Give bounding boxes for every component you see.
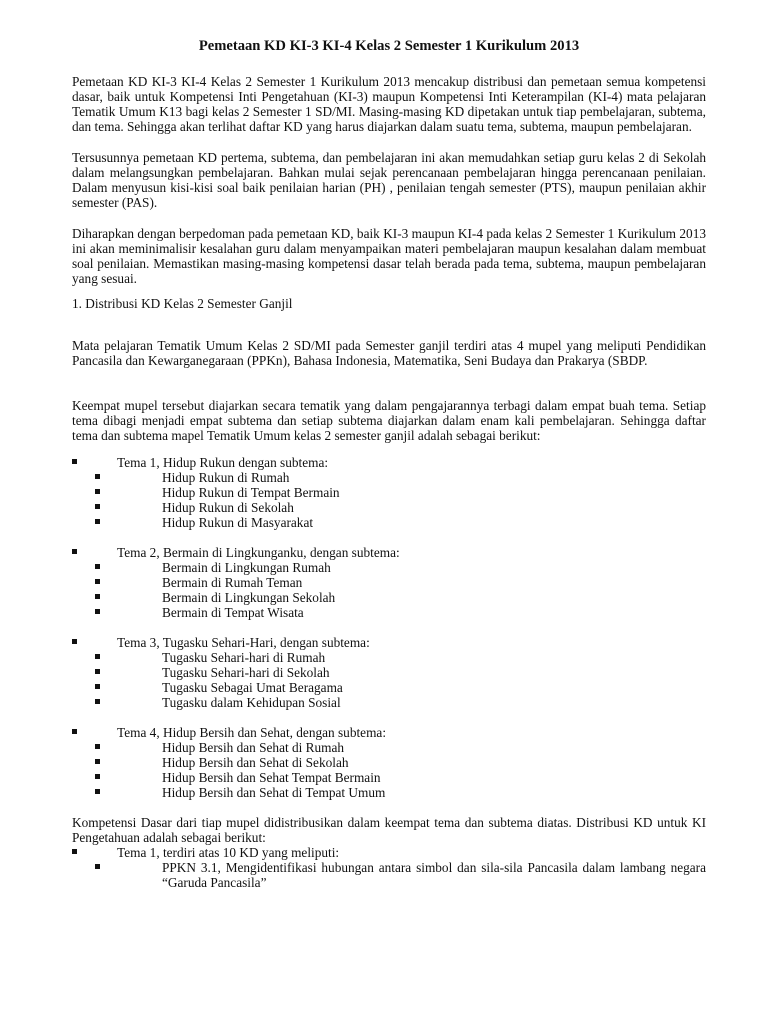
tema-list	[72, 455, 706, 800]
subtema-item: Tugasku Sehari-hari di Rumah	[72, 650, 706, 665]
subtema-list	[117, 560, 706, 620]
subtema-list	[117, 650, 706, 710]
square-bullet-icon	[95, 759, 100, 764]
tema-label: Tema 4, Hidup Bersih dan Sehat, dengan subtema:	[117, 725, 387, 740]
subtema-list	[117, 470, 706, 530]
kd-list	[72, 845, 706, 890]
subtema-item: Hidup Bersih dan Sehat di Rumah	[72, 740, 706, 755]
square-bullet-icon	[95, 699, 100, 704]
intro-paragraph: Pemetaan KD KI-3 KI-4 Kelas 2 Semester 1 Kurikulum 2013 mencakup distribusi dan pemetaan semua kompetensi dasar, baik untuk Kompetensi Inti Pengetahuan (KI-3) maupun Kompetensi Inti Keterampilan (KI-4) mata pelajaran Tematik Umum K13 bagi kelas 2 Semester 1 SD/MI. Masing-masing KD dipetakan untuk tiap pembelajaran, subtema, dan tema. Sehingga akan terlihat daftar KD yang harus diajarkan dalam suatu tema, subtema, maupun pembelajaran.	[72, 74, 706, 134]
square-bullet-icon	[95, 609, 100, 614]
square-bullet-icon	[95, 669, 100, 674]
benefit-paragraph: Tersusunnya pemetaan KD pertema, subtema, dan pembelajaran ini akan memudahkan setiap guru kelas 2 di Sekolah dalam melangsungkan pembelajaran. Bahkan mulai sejak perencanaan pembelajaran hingga perencanaan penilaian. Dalam menyusun kisi-kisi soal baik penilaian harian (PH) , penilaian tengah semester (PTS), maupun penilaian akhir semester (PAS).	[72, 150, 706, 210]
subtema-item: Hidup Bersih dan Sehat di Tempat Umum	[72, 785, 706, 800]
square-bullet-icon	[95, 684, 100, 689]
mupel-paragraph: Mata pelajaran Tematik Umum Kelas 2 SD/MI pada Semester ganjil terdiri atas 4 mupel yang meliputi Pendidikan Pancasila dan Kewarganegaraan (PPKn), Bahasa Indonesia, Matematika, Seni Budaya dan Prakarya (SBDP.	[72, 338, 706, 368]
section-heading: 1. Distribusi KD Kelas 2 Semester Ganjil	[72, 296, 293, 311]
square-bullet-icon	[95, 789, 100, 794]
square-bullet-icon	[72, 549, 77, 554]
subtema-item: Bermain di Rumah Teman	[72, 575, 706, 590]
square-bullet-icon	[95, 564, 100, 569]
square-bullet-icon	[95, 864, 100, 869]
tema-item	[72, 455, 706, 530]
tema-item	[72, 545, 706, 620]
square-bullet-icon	[72, 639, 77, 644]
kd-intro-paragraph: Kompetensi Dasar dari tiap mupel didistribusikan dalam keempat tema dan subtema diatas. Distribusi KD untuk KI Pengetahuan adalah sebagai berikut:	[72, 815, 706, 845]
square-bullet-icon	[95, 489, 100, 494]
square-bullet-icon	[95, 504, 100, 509]
subtema-item: Hidup Rukun di Sekolah	[72, 500, 706, 515]
square-bullet-icon	[72, 729, 77, 734]
subtema-item: Tugasku dalam Kehidupan Sosial	[72, 695, 706, 710]
square-bullet-icon	[95, 519, 100, 524]
square-bullet-icon	[72, 849, 77, 854]
tema-intro-paragraph: Keempat mupel tersebut diajarkan secara tematik yang dalam pengajarannya terbagi dalam empat buah tema. Setiap tema dibagi menjadi empat subtema dan setiap subtema diajarkan dalam enam kali pembelajaran. Sehingga daftar tema dan subtema mapel Tematik Umum kelas 2 semester ganjil adalah sebagai berikut:	[72, 398, 706, 443]
document-page	[72, 38, 706, 890]
kd-tema-label: Tema 1, terdiri atas 10 KD yang meliputi:	[117, 845, 340, 860]
document-title: Pemetaan KD KI-3 KI-4 Kelas 2 Semester 1 Kurikulum 2013	[198, 38, 580, 54]
square-bullet-icon	[72, 459, 77, 464]
tema-label: Tema 2, Bermain di Lingkunganku, dengan subtema:	[117, 545, 400, 560]
kd-subitem-text: PPKN 3.1, Mengidentifikasi hubungan antara simbol dan sila-sila Pancasila dalam lambang negara “Garuda Pancasila”	[162, 860, 706, 890]
tema-item	[72, 635, 706, 710]
kd-tema-item	[72, 845, 706, 860]
subtema-item: Bermain di Tempat Wisata	[72, 605, 706, 620]
square-bullet-icon	[95, 579, 100, 584]
tema-label: Tema 3, Tugasku Sehari-Hari, dengan subtema:	[117, 635, 370, 650]
subtema-item: Bermain di Lingkungan Sekolah	[72, 590, 706, 605]
square-bullet-icon	[95, 654, 100, 659]
tema-label: Tema 1, Hidup Rukun dengan subtema:	[117, 455, 329, 470]
subtema-item: Hidup Rukun di Masyarakat	[72, 515, 706, 530]
subtema-item: Hidup Bersih dan Sehat Tempat Bermain	[72, 770, 706, 785]
subtema-item: Hidup Rukun di Tempat Bermain	[72, 485, 706, 500]
square-bullet-icon	[95, 594, 100, 599]
kd-subitem	[72, 860, 706, 890]
subtema-item: Bermain di Lingkungan Rumah	[72, 560, 706, 575]
expectation-paragraph: Diharapkan dengan berpedoman pada pemetaan KD, baik KI-3 maupun KI-4 pada kelas 2 Semester 1 Kurikulum 2013 ini akan meminimalisir kesalahan guru dalam menyampaikan materi pembelajaran maupun kesalahan dalam membuat soal penilaian. Memastikan masing-masing kompetensi dasar telah berada pada tema, subtema, maupun pembelajaran yang sesuai.	[72, 226, 706, 286]
tema-item	[72, 725, 706, 800]
square-bullet-icon	[95, 474, 100, 479]
subtema-item: Hidup Rukun di Rumah	[72, 470, 706, 485]
subtema-item: Tugasku Sehari-hari di Sekolah	[72, 665, 706, 680]
square-bullet-icon	[95, 774, 100, 779]
subtema-list	[117, 740, 706, 800]
square-bullet-icon	[95, 744, 100, 749]
subtema-item: Hidup Bersih dan Sehat di Sekolah	[72, 755, 706, 770]
subtema-item: Tugasku Sebagai Umat Beragama	[72, 680, 706, 695]
